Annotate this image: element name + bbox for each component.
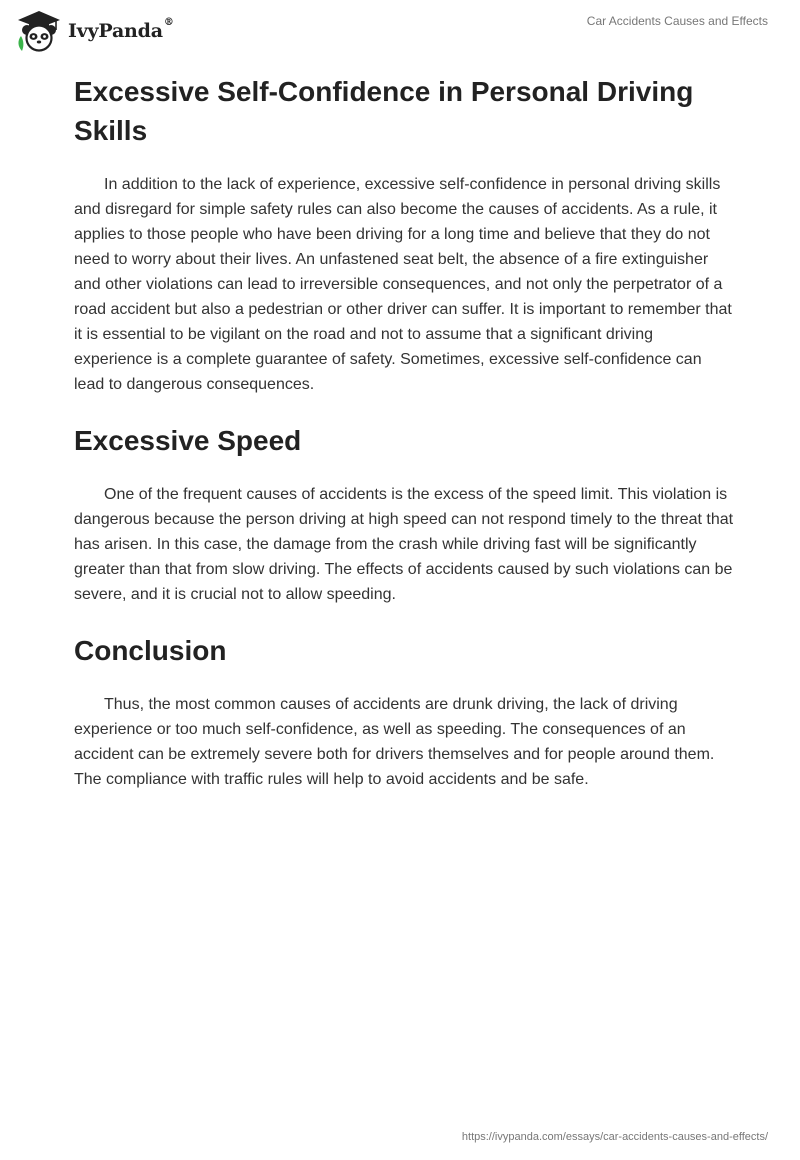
registered-mark: ® xyxy=(163,17,174,28)
page-header xyxy=(0,0,800,62)
footer-source-url[interactable]: https://ivypanda.com/essays/car-accidents-causes-and-effects/ xyxy=(461,1131,768,1143)
document-title: Car Accidents Causes and Effects xyxy=(586,14,768,28)
brand-name xyxy=(68,17,174,42)
section-heading-excessive-speed: Excessive Speed xyxy=(74,425,302,456)
section-paragraph-excessive-speed: One of the frequent causes of accidents is the excess of the speed limit. This violation is dangerous because the person driving at high speed can not respond timely to the threat that has arisen. In this case, the damage from the crash while driving fast will be significantly greater than that from slow driving. The effects of accidents caused by such violations can be severe, and it is crucial not to allow speeding. xyxy=(74,486,734,603)
ivypanda-logo[interactable] xyxy=(16,8,174,54)
panda-graduate-icon xyxy=(16,8,62,54)
section-heading-conclusion: Conclusion xyxy=(74,635,227,666)
brand-name-text: IvyPanda xyxy=(68,20,163,42)
essay-content xyxy=(74,72,734,792)
section-paragraph-self-confidence: In addition to the lack of experience, excessive self-confidence in personal driving skills and disregard for simple safety rules can also become the causes of accidents. As a rule, it applies to those people who have been driving for a long time and believe that they do not need to worry about their lives. An unfastened seat belt, the absence of a fire extinguisher and other violations can lead to irreversible consequences, and not only the perpetrator of a road accident but also a pedestrian or other driver can suffer. It is important to remember that it is essential to be vigilant on the road and not to assume that a significant driving experience is a complete guarantee of safety. Sometimes, excessive self-confidence can lead to dangerous consequences. xyxy=(74,176,732,393)
section-paragraph-conclusion: Thus, the most common causes of accidents are drunk driving, the lack of driving experience or too much self-confidence, as well as speeding. The consequences of an accident can be extremely severe both for drivers themselves and for people around them. The compliance with traffic rules will help to avoid accidents and be safe. xyxy=(74,696,715,788)
section-heading-self-confidence: Excessive Self-Confidence in Personal Driving Skills xyxy=(74,76,694,146)
